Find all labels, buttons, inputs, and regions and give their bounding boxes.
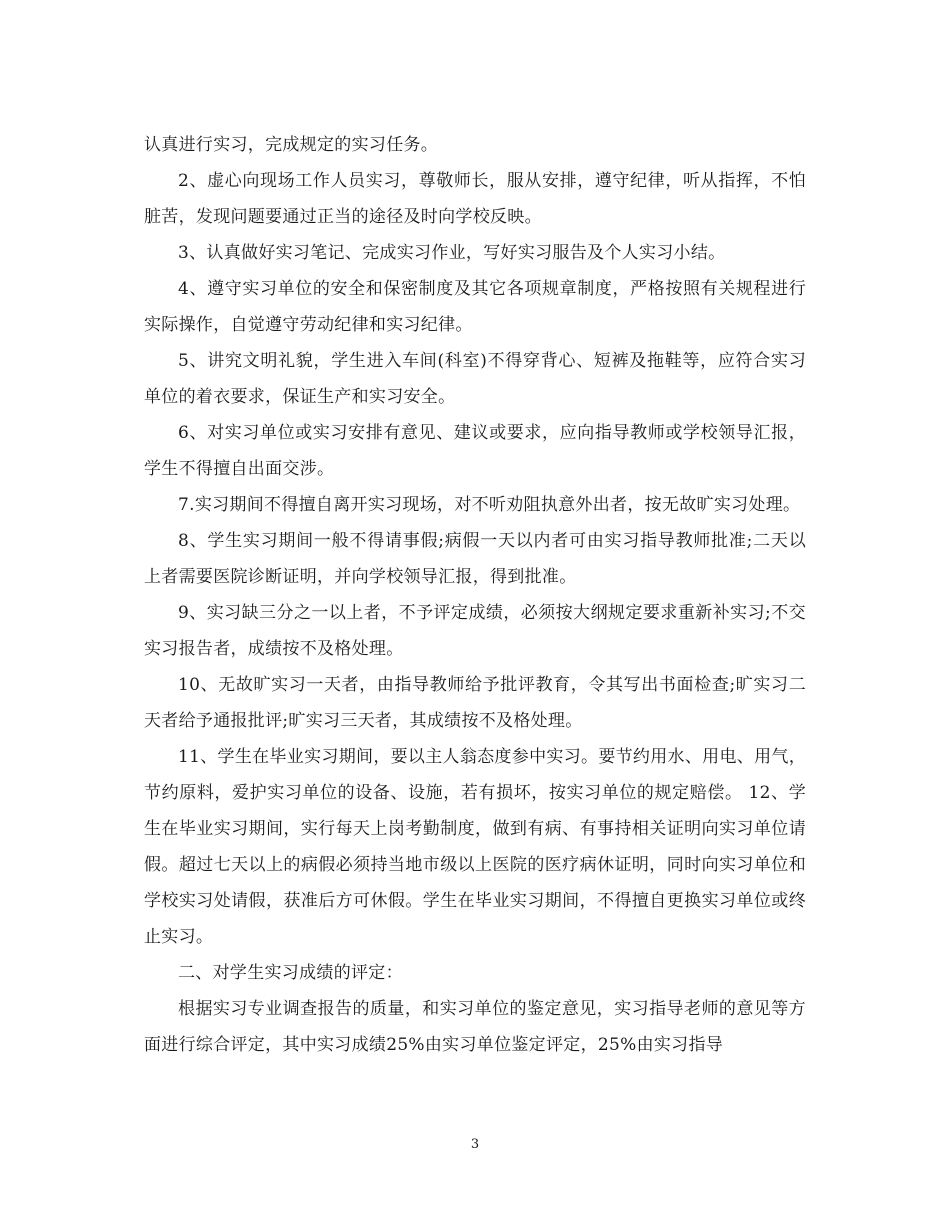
- section-heading: 二、对学生实习成绩的评定：: [178, 963, 403, 983]
- paragraph: 6、对实习单位或实习安排有意见、建议或要求，应向指导教师或学校领导汇报，学生不得擅自出面交涉。: [144, 423, 806, 479]
- paragraph: 10、无故旷实习一天者，由指导教师给予批评教育，令其写出书面检查;旷实习二天者给予通报批评;旷实习三天者，其成绩按不及格处理。: [144, 675, 806, 731]
- paragraph: 11、学生在毕业实习期间，要以主人翁态度参中实习。要节约用水、用电、用气，节约原料，爱护实习单位的设备、设施，若有损坏，按实习单位的规定赔偿。 12、学生在毕业实习期间，实行每天上岗考勤制度，做到有病、有事持相关证明向实习单位请假。超过七天以上的病假必须持当地市级以上医院的医疗病休证明，同时向实习单位和学校实习处请假，获准后方可休假。学生在毕业实习期间，不得擅自更换实习单位或终止实习。: [144, 747, 806, 947]
- paragraph: 认真进行实习，完成规定的实习任务。: [144, 135, 439, 155]
- paragraph: 5、讲究文明礼貌，学生进入车间(科室)不得穿背心、短裤及拖鞋等，应符合实习单位的着衣要求，保证生产和实习安全。: [144, 351, 806, 407]
- document-body: [144, 127, 806, 1063]
- page-number: 3: [470, 1137, 480, 1152]
- paragraph: 8、学生实习期间一般不得请事假;病假一天以内者可由实习指导教师批准;二天以上者需要医院诊断证明，并向学校领导汇报，得到批准。: [144, 531, 806, 587]
- paragraph: 3、认真做好实习笔记、完成实习作业，写好实习服告及个人实习小结。: [178, 243, 726, 263]
- paragraph: 9、实习缺三分之一以上者，不予评定成绩，必须按大纲规定要求重新补实习;不交实习报告者，成绩按不及格处理。: [144, 603, 806, 659]
- paragraph: 根据实习专业调查报告的质量，和实习单位的鉴定意见，实习指导老师的意见等方面进行综合评定，其中实习成绩25%由实习单位鉴定评定，25%由实习指导: [144, 999, 806, 1055]
- paragraph: 4、遵守实习单位的安全和保密制度及其它各项规章制度，严格按照有关规程进行实际操作，自觉遵守劳动纪律和实习纪律。: [144, 279, 806, 335]
- paragraph: 7.实习期间不得擅自离开实习现场，对不听劝阻执意外出者，按无故旷实习处理。: [178, 495, 801, 515]
- paragraph: 2、虚心向现场工作人员实习，尊敬师长，服从安排，遵守纪律，听从指挥，不怕脏苦，发现问题要通过正当的途径及时向学校反映。: [144, 171, 806, 227]
